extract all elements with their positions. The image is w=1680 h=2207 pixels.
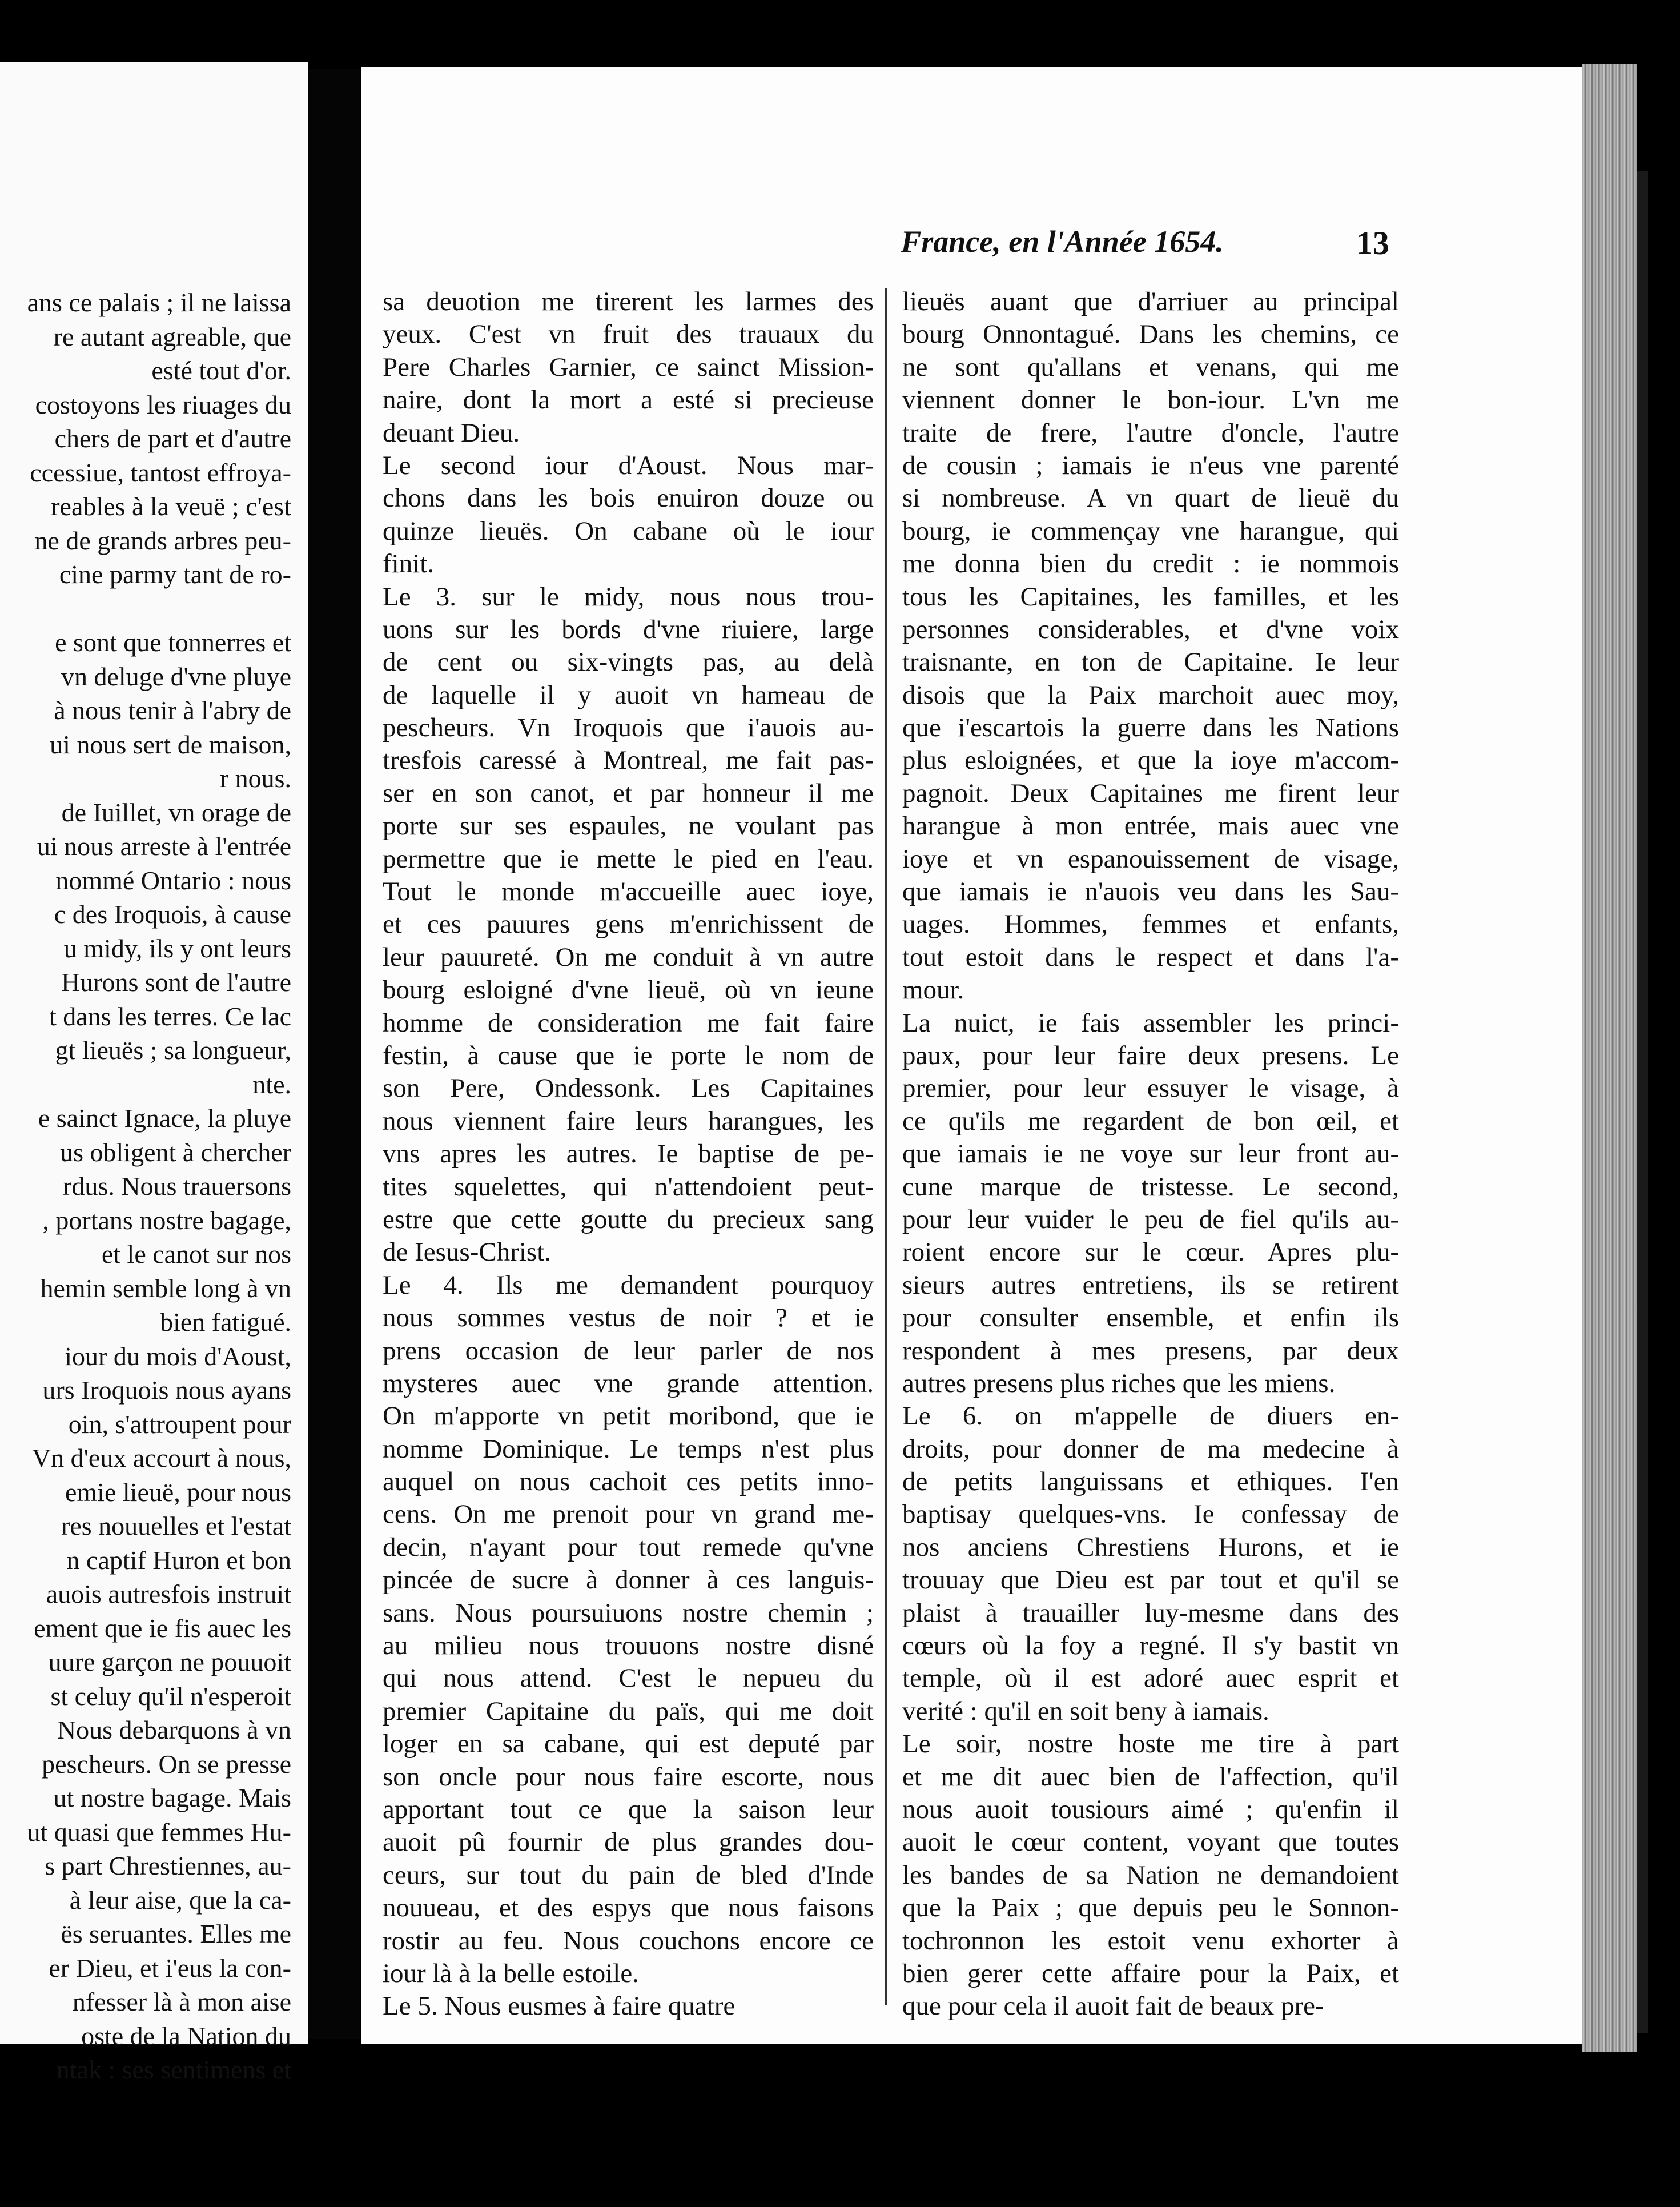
text-line: pagnoit. Deux Capitaines me firent leur: [902, 778, 1399, 808]
text-line: ceurs, sur tout du pain de bled d'Inde: [383, 1860, 874, 1890]
text-line: sa deuotion me tirerent les larmes des: [383, 287, 874, 316]
previous-page-line: rdus. Nous trauersons: [63, 1171, 291, 1201]
text-line: me donna bien du credit : ie nommois: [902, 549, 1399, 579]
previous-page-line: hemin semble long à vn: [40, 1273, 291, 1303]
previous-page-line: r nous.: [219, 764, 291, 793]
text-line: uages. Hommes, femmes et enfants,: [902, 909, 1399, 940]
text-line: permettre que ie mette le pied en l'eau.: [383, 844, 874, 874]
text-line: ne sont qu'allans et venans, qui me: [902, 352, 1399, 382]
text-line: quinze lieuës. On cabane où le iour: [383, 516, 874, 546]
column-divider: [885, 288, 887, 2005]
text-line: mysteres auec vne grande attention.: [383, 1368, 874, 1398]
text-line: de cousin ; iamais ie n'eus vne parenté: [902, 450, 1399, 480]
text-line: La nuict, ie fais assembler les princi-: [902, 1008, 1399, 1038]
text-line: plus esloignées, et que la ioye m'accom-: [902, 745, 1399, 776]
page-number: 13: [1356, 224, 1389, 262]
text-line: au milieu nous trouuons nostre disné: [383, 1631, 874, 1661]
text-line: pincée de sucre à donner à ces languis-: [383, 1565, 874, 1595]
previous-page-line: à leur aise, que la ca-: [69, 1885, 291, 1915]
text-line: son oncle pour nous faire escorte, nous: [383, 1761, 874, 1792]
text-line: temple, où il est adoré auec esprit et: [902, 1663, 1399, 1694]
text-line: Le 4. Ils me demandent pourquoy: [383, 1270, 874, 1300]
previous-page-line: ës seruantes. Elles me: [61, 1919, 291, 1948]
text-line: tites squelettes, qui n'attendoient peut-: [383, 1171, 874, 1202]
previous-page-line: [0, 592, 291, 626]
page-edge-stack: [1582, 64, 1637, 2052]
text-line: Le 5. Nous eusmes à faire quatre: [383, 1991, 735, 2021]
text-line: prens occasion de leur parler de nos: [383, 1335, 874, 1366]
text-line: premier, pour leur essuyer le visage, à: [902, 1073, 1399, 1104]
text-column-right: [902, 286, 1399, 2023]
text-line: tous les Capitaines, les familles, et les: [902, 581, 1399, 612]
previous-page-line: auois autresfois instruit: [46, 1579, 291, 1608]
text-line: Tout le monde m'accueille auec ioye,: [383, 877, 874, 907]
text-line: festin, à cause que ie porte le nom de: [383, 1040, 874, 1070]
text-line: cœurs où la foy a regné. Il s'y bastit vn: [902, 1631, 1399, 1661]
text-line: de cent ou six-vingts pas, au delà: [383, 647, 874, 677]
text-line: que i'escartois la guerre dans les Nations: [902, 713, 1399, 743]
previous-page-line: costoyons les riuages du: [35, 390, 291, 419]
previous-page-line: Hurons sont de l'autre: [61, 968, 291, 997]
text-line: vns apres les autres. Ie baptise de pe-: [383, 1139, 874, 1169]
text-line: traisnante, en ton de Capitaine. Ie leur: [902, 647, 1399, 677]
text-line: premier Capitaine du païs, qui me doit: [383, 1696, 874, 1726]
text-line: lieuës auant que d'arriuer au principal: [902, 287, 1399, 316]
text-line: disois que la Paix marchoit auec moy,: [902, 680, 1399, 710]
previous-page-line: , portans nostre bagage,: [42, 1205, 291, 1235]
previous-page-line: urs Iroquois nous ayans: [42, 1375, 291, 1405]
book-gutter: [308, 69, 360, 2039]
text-line: Le 3. sur le midy, nous nous trou-: [383, 581, 874, 612]
previous-page-line: oste de la Nation du: [81, 2021, 291, 2050]
previous-page-line: u midy, ils y ont leurs: [63, 933, 291, 963]
text-line: si nombreuse. A vn quart de lieuë du: [902, 483, 1399, 513]
text-line: cune marque de tristesse. Le second,: [902, 1171, 1399, 1202]
text-line: chons dans les bois enuiron douze ou: [383, 483, 874, 513]
text-line: traite de frere, l'autre d'oncle, l'autre: [902, 418, 1399, 448]
text-line: nouueau, et des espys que nous faisons: [383, 1893, 874, 1923]
text-line: Pere Charles Garnier, ce sainct Mission-: [383, 352, 874, 382]
previous-page-line: ut nostre bagage. Mais: [53, 1783, 291, 1812]
text-line: On m'apporte vn petit moribond, que ie: [383, 1401, 874, 1431]
text-line: rostir au feu. Nous couchons encore ce: [383, 1925, 874, 1956]
previous-page-line: nte.: [252, 1069, 291, 1099]
text-line: de Iesus-Christ.: [383, 1237, 552, 1267]
text-line: uons sur les bords d'vne riuiere, large: [383, 614, 874, 644]
previous-page-line: t dans les terres. Ce lac: [49, 1001, 291, 1031]
previous-page-line: ntak : ses sentimens et: [56, 2055, 291, 2084]
previous-page-line: e sont que tonnerres et: [55, 628, 291, 657]
previous-page-line: reables à la veuë ; c'est: [51, 492, 291, 521]
previous-page-line: nfesser là à mon aise: [72, 1987, 291, 2016]
text-line: les bandes de sa Nation ne demandoient: [902, 1860, 1399, 1890]
previous-page: [0, 62, 308, 2084]
previous-page-line: c des Iroquois, à cause: [54, 900, 291, 929]
text-line: tout estoit dans le respect et dans l'a-: [902, 942, 1399, 972]
text-line: sans. Nous poursuiuons nostre chemin ;: [383, 1598, 874, 1628]
text-line: auquel on nous cachoit ces petits inno-: [383, 1467, 874, 1497]
previous-page-line: et le canot sur nos: [101, 1239, 291, 1269]
text-line: trouuay que Dieu est par tout et qu'il se: [902, 1565, 1399, 1595]
text-line: verité : qu'il en soit beny à iamais.: [902, 1696, 1269, 1726]
text-line: ce qu'ils me regardent de bon œil, et: [902, 1106, 1399, 1136]
text-line: baptisay quelques-vns. Ie confessay de: [902, 1499, 1399, 1530]
text-column-left: [383, 286, 874, 2023]
text-line: Le second iour d'Aoust. Nous mar-: [383, 450, 874, 480]
previous-page-line: gt lieuës ; sa longueur,: [55, 1036, 291, 1065]
previous-page-line: iour du mois d'Aoust,: [65, 1341, 291, 1371]
text-line: iour là à la belle estoile.: [383, 1958, 639, 1988]
previous-page-line: ui nous arreste à l'entrée: [37, 832, 291, 861]
previous-page-line: st celuy qu'il n'esperoit: [50, 1681, 291, 1711]
previous-page-line: Vn d'eux accourt à nous,: [31, 1443, 291, 1472]
previous-page-line: nommé Ontario : nous: [55, 865, 291, 895]
text-line: autres presens plus riches que les miens.: [902, 1368, 1336, 1398]
previous-page-line: bien fatigué.: [160, 1307, 291, 1337]
text-line: pour leur vuider le peu de fiel qu'ils au-: [902, 1204, 1399, 1234]
text-line: decin, n'ayant pour tout remede qu'vne: [383, 1532, 874, 1562]
text-line: nomme Dominique. Le temps n'est plus: [383, 1434, 874, 1464]
text-line: que iamais ie n'auois veu dans les Sau-: [902, 877, 1399, 907]
text-line: viennent donner le bon-iour. L'vn me: [902, 385, 1399, 415]
previous-page-line: ut quasi que femmes Hu-: [27, 1817, 291, 1847]
text-line: bourg, ie commençay vne harangue, qui: [902, 516, 1399, 546]
previous-page-line: de Iuillet, vn orage de: [61, 797, 291, 827]
previous-page-line: uure garçon ne pouuoit: [48, 1647, 291, 1676]
previous-page-text-column: [0, 286, 291, 2087]
text-line: apportant tout ce que la saison leur: [383, 1794, 874, 1824]
previous-page-line: esté tout d'or.: [151, 356, 291, 385]
text-line: personnes considerables, et d'vne voix: [902, 614, 1399, 644]
text-line: ioye et vn espanouissement de visage,: [902, 844, 1399, 874]
text-line: auoit pû fournir de plus grandes dou-: [383, 1827, 874, 1857]
previous-page-line: ccessiue, tantost effroya-: [30, 458, 291, 487]
text-line: leur pauureté. On me conduit à vn autre: [383, 942, 874, 972]
text-line: tresfois caressé à Montreal, me fait pas-: [383, 745, 874, 776]
previous-page-line: emie lieuë, pour nous: [65, 1477, 291, 1507]
previous-page-line: re autant agreable, que: [53, 322, 291, 351]
text-line: pescheurs. Vn Iroquois que i'auois au-: [383, 713, 874, 743]
previous-page-line: cine parmy tant de ro-: [59, 560, 291, 589]
text-line: bourg Onnontagué. Dans les chemins, ce: [902, 319, 1399, 350]
text-line: sieurs autres entretiens, ils se retirent: [902, 1270, 1399, 1300]
text-line: homme de consideration me fait faire: [383, 1008, 874, 1038]
text-line: mour.: [902, 975, 964, 1005]
text-line: droits, pour donner de ma medecine à: [902, 1434, 1399, 1464]
text-line: nos anciens Chrestiens Hurons, et ie: [902, 1532, 1399, 1562]
text-line: deuant Dieu.: [383, 418, 520, 448]
previous-page-line: vn deluge d'vne pluye: [61, 661, 291, 691]
text-line: que pour cela il auoit fait de beaux pre-: [902, 1991, 1324, 2021]
previous-page-line: ne de grands arbres peu-: [34, 525, 291, 555]
text-line: finit.: [383, 549, 435, 579]
text-line: Le 6. on m'appelle de diuers en-: [902, 1401, 1399, 1431]
previous-page-line: ui nous sert de maison,: [50, 729, 291, 759]
previous-page-line: Nous debarquons à vn: [57, 1715, 291, 1744]
running-head: France, en l'Année 1654.: [901, 224, 1224, 259]
text-line: de petits languissans et ethiques. I'en: [902, 1467, 1399, 1497]
text-line: paux, pour leur faire deux presens. Le: [902, 1040, 1399, 1070]
text-line: respondent à mes presens, par deux: [902, 1335, 1399, 1366]
page-edge-shadow: [1637, 171, 1648, 2033]
text-line: que la Paix ; que depuis peu le Sonnon-: [902, 1893, 1399, 1923]
text-line: qui nous attend. C'est le nepueu du: [383, 1663, 874, 1694]
text-line: harangue à mon entrée, mais auec vne: [902, 811, 1399, 841]
text-line: nous sommes vestus de noir ? et ie: [383, 1303, 874, 1333]
previous-page-line: s part Chrestiennes, au-: [45, 1851, 291, 1880]
previous-page-line: à nous tenir à l'abry de: [54, 696, 291, 725]
text-line: et ces pauures gens m'enrichissent de: [383, 909, 874, 940]
previous-page-line: pescheurs. On se presse: [42, 1749, 291, 1779]
previous-page-line: ans ce palais ; il ne laissa: [27, 288, 291, 317]
text-line: pour consulter ensemble, et enfin ils: [902, 1303, 1399, 1333]
previous-page-line: chers de part et d'autre: [54, 424, 291, 453]
text-line: bien gerer cette affaire pour la Paix, et: [902, 1958, 1399, 1988]
text-line: auoit le cœur content, voyant que toutes: [902, 1827, 1399, 1857]
previous-page-line: er Dieu, et i'eus la con-: [49, 1953, 291, 1983]
previous-page-line: e sainct Ignace, la pluye: [38, 1104, 291, 1133]
previous-page-line: n captif Huron et bon: [66, 1545, 291, 1575]
text-line: naire, dont la mort a esté si precieuse: [383, 385, 874, 415]
text-line: plaist à trauailler luy-mesme dans des: [902, 1598, 1399, 1628]
text-line: de laquelle il y auoit vn hameau de: [383, 680, 874, 710]
text-line: nous auoit tousiours aimé ; qu'enfin il: [902, 1794, 1399, 1824]
text-line: ser en son canot, et par honneur il me: [383, 778, 874, 808]
previous-page-line: us obligent à chercher: [60, 1137, 291, 1167]
text-line: son Pere, Ondessonk. Les Capitaines: [383, 1073, 874, 1104]
text-line: tochronnon les estoit venu exhorter à: [902, 1925, 1399, 1956]
text-line: roient encore sur le cœur. Apres plu-: [902, 1237, 1399, 1267]
text-line: yeux. C'est vn fruit des trauaux du: [383, 319, 874, 350]
text-line: Le soir, nostre hoste me tire à part: [902, 1729, 1399, 1759]
previous-page-line: ement que ie fis auec les: [34, 1613, 291, 1643]
text-line: et me dit auec bien de l'affection, qu'il: [902, 1761, 1399, 1792]
previous-page-line: oin, s'attroupent pour: [68, 1409, 291, 1439]
text-line: bourg esloigné d'vne lieuë, où vn ieune: [383, 975, 874, 1005]
previous-page-line: res nouuelles et l'estat: [61, 1511, 291, 1540]
text-line: loger en sa cabane, qui est deputé par: [383, 1729, 874, 1759]
text-line: porte sur ses espaules, ne voulant pas: [383, 811, 874, 841]
text-line: nous viennent faire leurs harangues, les: [383, 1106, 874, 1136]
text-line: estre que cette goutte du precieux sang: [383, 1204, 874, 1234]
text-line: cens. On me prenoit pour vn grand me-: [383, 1499, 874, 1530]
text-line: que iamais ie ne voye sur leur front au-: [902, 1139, 1399, 1169]
